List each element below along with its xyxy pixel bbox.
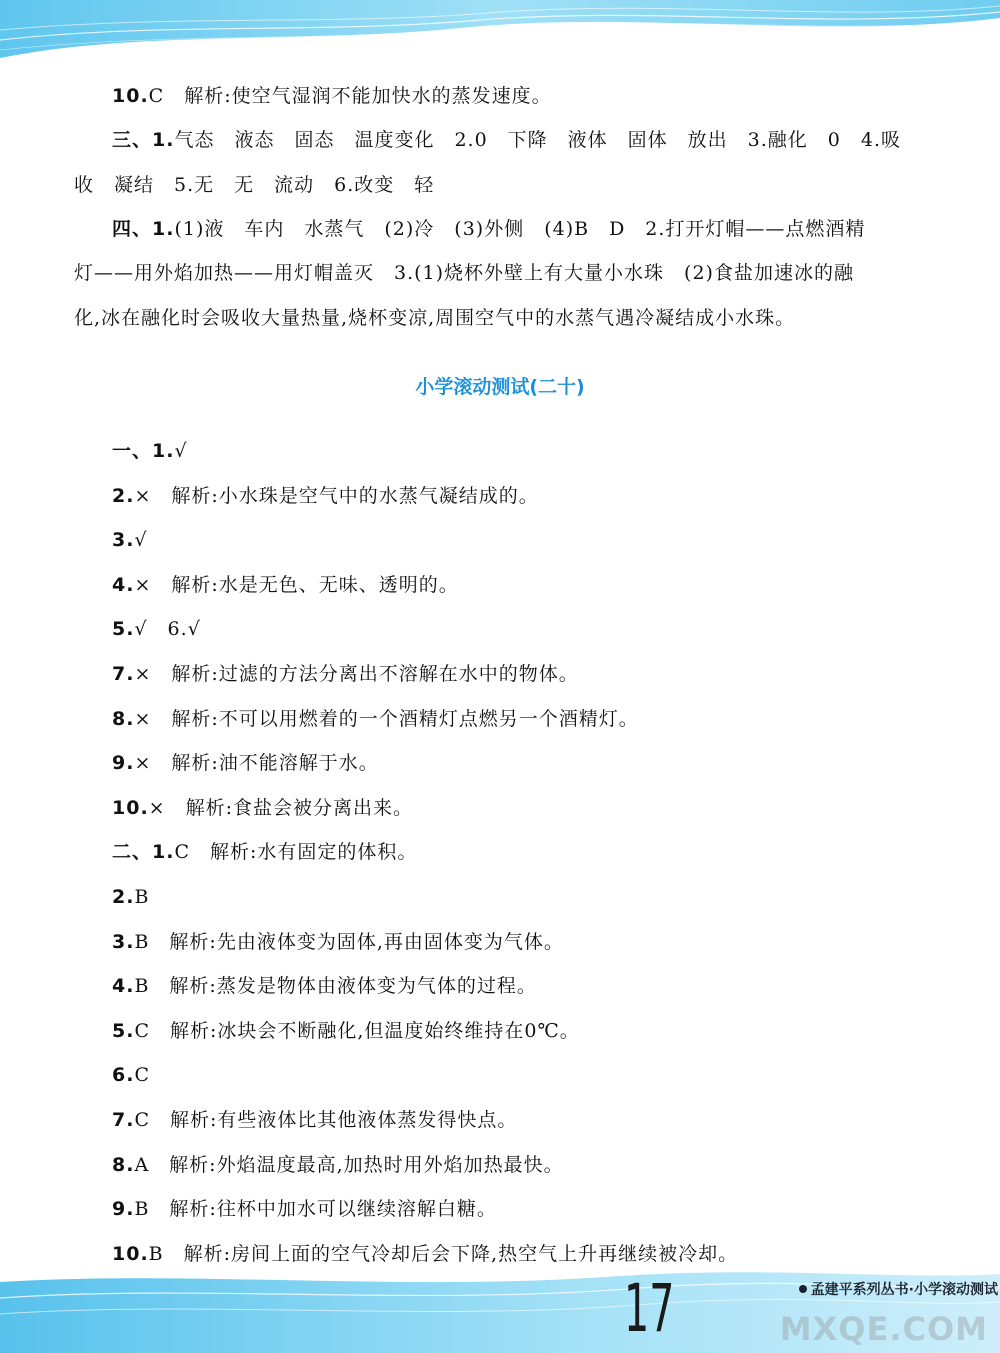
page-number: 17 xyxy=(624,1270,675,1347)
answer-number: 9. xyxy=(112,1198,135,1220)
answer-line xyxy=(112,1107,952,1133)
answer-number: 二、1. xyxy=(112,841,175,863)
answer-number: 2. xyxy=(112,886,135,908)
answer-text: √ xyxy=(174,440,188,462)
answer-line xyxy=(112,83,952,109)
answer-number: 一、1. xyxy=(112,440,175,462)
answer-text: B 解析:先由液体变为固体,再由固体变为气体。 xyxy=(134,931,564,953)
answer-text: A 解析:外焰温度最高,加热时用外焰加热最快。 xyxy=(134,1154,564,1176)
answer-text: 化,冰在融化时会吸收大量热量,烧杯变凉,周围空气中的水蒸气遇冷凝结成小水珠。 xyxy=(74,307,796,329)
answer-text: × 解析:食盐会被分离出来。 xyxy=(148,797,413,819)
answer-number: 9. xyxy=(112,752,135,774)
answer-text: × 解析:小水珠是空气中的水蒸气凝结成的。 xyxy=(134,485,539,507)
answer-line xyxy=(112,839,952,865)
answer-text: × 解析:过滤的方法分离出不溶解在水中的物体。 xyxy=(134,663,579,685)
answer-number: 7. xyxy=(112,1109,135,1131)
answer-text: C 解析:水有固定的体积。 xyxy=(174,841,418,863)
answer-number: 四、1. xyxy=(112,218,175,240)
answer-number: 5. xyxy=(112,1020,135,1042)
series-label xyxy=(799,1279,998,1299)
answer-text: B 解析:房间上面的空气冷却后会下降,热空气上升再继续被冷却。 xyxy=(148,1243,739,1265)
answer-number: 10. xyxy=(112,85,149,107)
answer-text: B 解析:蒸发是物体由液体变为气体的过程。 xyxy=(134,975,537,997)
answer-line xyxy=(112,527,952,553)
answer-line xyxy=(112,750,952,776)
answer-line xyxy=(112,929,952,955)
answer-number: 3. xyxy=(112,931,135,953)
answer-text: 收 凝结 5.无 无 流动 6.改变 轻 xyxy=(74,174,435,196)
watermark: MXQE.COM xyxy=(779,1310,988,1348)
answer-line xyxy=(112,973,952,999)
answer-text: (1)液 车内 水蒸气 (2)冷 (3)外侧 (4)B D 2.打开灯帽——点燃酒精 xyxy=(174,218,866,240)
answer-number: 10. xyxy=(112,797,149,819)
answer-text: B xyxy=(134,886,150,908)
answer-number: 2. xyxy=(112,485,135,507)
answer-line xyxy=(112,661,952,687)
answer-number: 8. xyxy=(112,1154,135,1176)
top-wave-band xyxy=(0,0,1000,62)
answer-line xyxy=(112,438,952,464)
answer-text: 灯——用外焰加热——用灯帽盖灭 3.(1)烧杯外壁上有大量小水珠 (2)食盐加速冰的融 xyxy=(74,262,854,284)
answer-number: 4. xyxy=(112,975,135,997)
answer-line xyxy=(112,1196,952,1222)
answer-line xyxy=(74,260,914,286)
answer-text: √ 6.√ xyxy=(134,618,201,640)
answer-line xyxy=(112,884,952,910)
answer-number: 5. xyxy=(112,618,135,640)
answer-text: C 解析:有些液体比其他液体蒸发得快点。 xyxy=(134,1109,518,1131)
section-title: 小学滚动测试(二十) xyxy=(415,376,585,398)
answer-line xyxy=(112,216,952,242)
answer-text: C 解析:使空气湿润不能加快水的蒸发速度。 xyxy=(148,85,552,107)
answer-line xyxy=(112,572,952,598)
answer-number: 7. xyxy=(112,663,135,685)
answer-line xyxy=(112,483,952,509)
answer-line xyxy=(112,127,952,153)
answer-text: C xyxy=(134,1064,150,1086)
answer-line xyxy=(112,1018,952,1044)
answer-text: × 解析:油不能溶解于水。 xyxy=(134,752,379,774)
answer-number: 3. xyxy=(112,529,135,551)
series-text: 孟建平系列丛书·小学滚动测试 xyxy=(810,1282,998,1298)
bullet-dot-icon xyxy=(799,1285,807,1293)
answer-text: C 解析:冰块会不断融化,但温度始终维持在0℃。 xyxy=(134,1020,580,1042)
answer-line xyxy=(112,1062,952,1088)
answer-line xyxy=(112,795,952,821)
answer-text: × 解析:水是无色、无味、透明的。 xyxy=(134,574,459,596)
answer-line xyxy=(112,706,952,732)
answer-number: 10. xyxy=(112,1243,149,1265)
answer-line xyxy=(74,172,914,198)
answer-line xyxy=(112,1152,952,1178)
answer-text: × 解析:不可以用燃着的一个酒精灯点燃另一个酒精灯。 xyxy=(134,708,639,730)
answer-line xyxy=(112,616,952,642)
answer-text: √ xyxy=(134,529,148,551)
answer-number: 三、1. xyxy=(112,129,175,151)
answer-text: 气态 液态 固态 温度变化 2.0 下降 液体 固体 放出 3.融化 0 4.吸 xyxy=(174,129,902,151)
answer-text: B 解析:往杯中加水可以继续溶解白糖。 xyxy=(134,1198,497,1220)
answer-number: 8. xyxy=(112,708,135,730)
answer-number: 4. xyxy=(112,574,135,596)
answer-number: 6. xyxy=(112,1064,135,1086)
answer-line xyxy=(74,305,914,331)
